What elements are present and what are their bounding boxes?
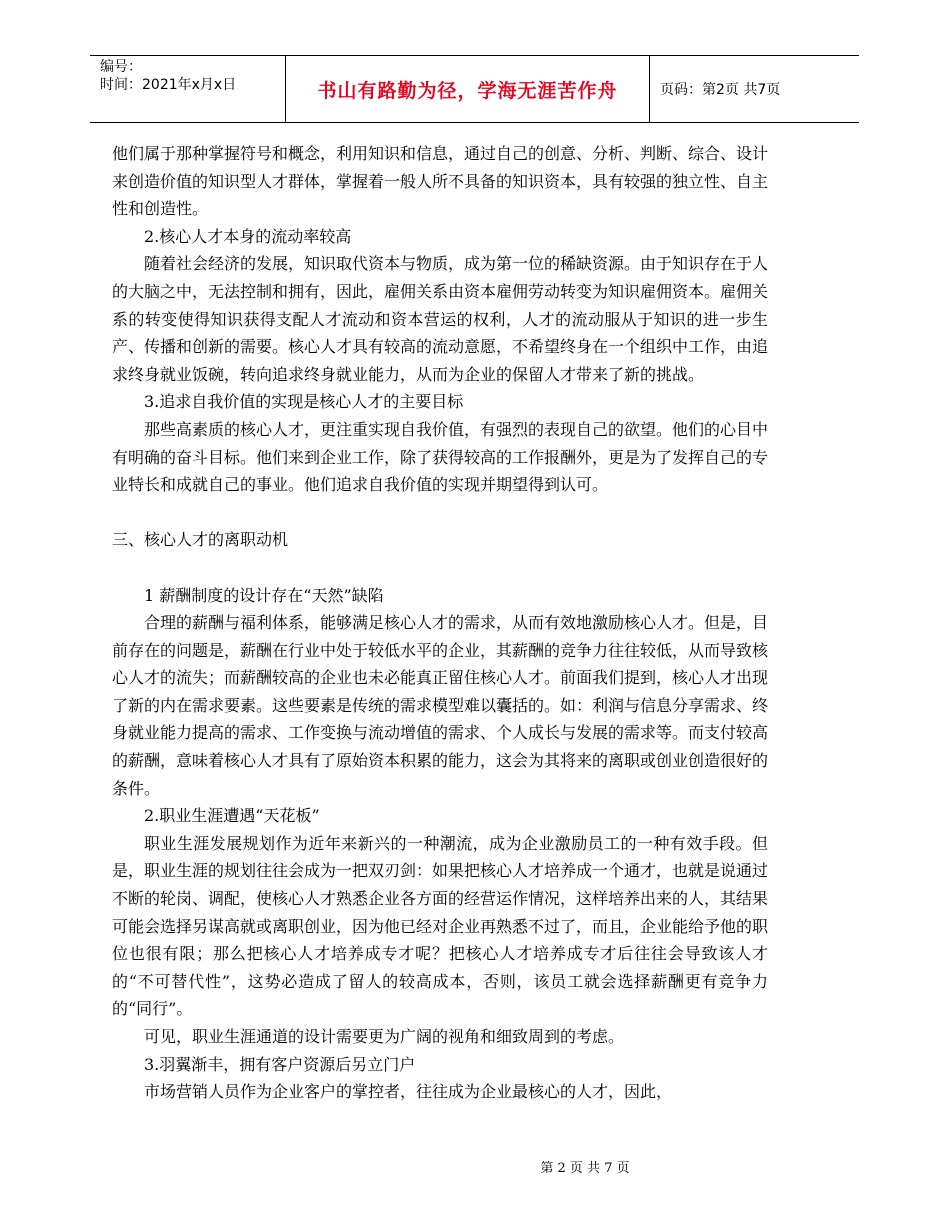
header-motto-cell	[286, 56, 650, 122]
spacer	[112, 554, 768, 582]
section-heading: 1 薪酬制度的设计存在“天然”缺陷	[144, 585, 384, 605]
spacer	[112, 499, 768, 527]
body-paragraph: 市场营销人员作为企业客户的掌控者，往往成为企业最核心的人才，因此，	[144, 1082, 673, 1102]
page-header	[90, 55, 859, 123]
header-motto: 书山有路勤为径，学海无涯苦作舟	[317, 79, 618, 102]
header-page-cell	[650, 56, 859, 122]
header-page-info: 页码：第2页 共7页	[660, 82, 781, 98]
section-heading: 3.羽翼渐丰，拥有客户资源后另立门户	[144, 1054, 416, 1074]
chapter-heading: 三、核心人才的离职动机	[112, 530, 289, 550]
footer-page-number: 第 2 页 共 7 页	[540, 1161, 630, 1176]
body-paragraph: 那些高素质的核心人才，更注重实现自我价值，有强烈的表现自己的欲望。他们的心目中有明确的奋斗目标。他们来到企业工作，除了获得较高的工作报酬外，更是为了发挥自己的专业特长和成就自己的事业。他们追求自我价值的实现并期望得到认可。	[112, 419, 769, 495]
document-body	[112, 140, 768, 1106]
body-paragraph: 随着社会经济的发展，知识取代资本与物质，成为第一位的稀缺资源。由于知识存在于人的大脑之中，无法控制和拥有，因此，雇佣关系由资本雇佣劳动转变为知识雇佣资本。雇佣关系的转变使得知识获得支配人才流动和资本营运的权利，人才的流动服从于知识的进一步生产、传播和创新的需要。核心人才具有较高的流动意愿，不希望终身在一个组织中工作，由追求终身就业饭碗，转向追求终身就业能力，从而为企业的保留人才带来了新的挑战。	[112, 254, 769, 384]
header-meta-cell	[90, 56, 286, 122]
header-time-label: 时间：2021年x月x日	[100, 77, 237, 93]
header-number-label: 编号：	[100, 59, 142, 75]
body-paragraph: 可见，职业生涯通道的设计需要更为广阔的视角和细致周到的考虑。	[144, 1027, 625, 1046]
section-heading: 3.追求自我价值的实现是核心人才的主要目标	[144, 392, 464, 412]
body-paragraph: 职业生涯发展规划作为近年来新兴的一种潮流，成为企业激励员工的一种有效手段。但是，职业生涯的规划往往会成为一把双刃剑：如果把核心人才培养成一个通才，也就是说通过不断的轮岗、调配，使核心人才熟悉企业各方面的经营运作情况，这样培养出来的人，其结果可能会选择另谋高就或离职创业，因为他已经对企业再熟悉不过了，而且，企业能给予他的职位也很有限；那么把核心人才培养成专才呢？把核心人才培养成专才后往往会导致该人才的“不可替代性”，这势必造成了留人的较高成本，否则，该员工就会选择薪酬更有竞争力的“同行”。	[112, 833, 769, 1019]
section-heading: 2.职业生涯遭遇“天花板”	[144, 806, 320, 826]
body-paragraph: 合理的薪酬与福利体系，能够满足核心人才的需求，从而有效地激励核心人才。但是，目前存在的问题是，薪酬在行业中处于较低水平的企业，其薪酬的竞争力往往较低，从而导致核心人才的流失；而薪酬较高的企业也未必能真正留住核心人才。前面我们提到，核心人才出现了新的内在需求要素。这些要素是传统的需求模型难以囊括的。如：利润与信息分享需求、终身就业能力提高的需求、工作变换与流动增值的需求、个人成长与发展的需求等。而支付较高的薪酬，意味着核心人才具有了原始资本积累的能力，这会为其将来的离职或创业创造很好的条件。	[112, 613, 769, 798]
page-footer	[0, 1157, 950, 1176]
body-paragraph: 他们属于那种掌握符号和概念，利用知识和信息，通过自己的创意、分析、判断、综合、设计来创造价值的知识型人才群体，掌握着一般人所不具备的知识资本，具有较强的独立性、自主性和创造性。	[112, 144, 769, 219]
section-heading: 2.核心人才本身的流动率较高	[144, 226, 352, 246]
